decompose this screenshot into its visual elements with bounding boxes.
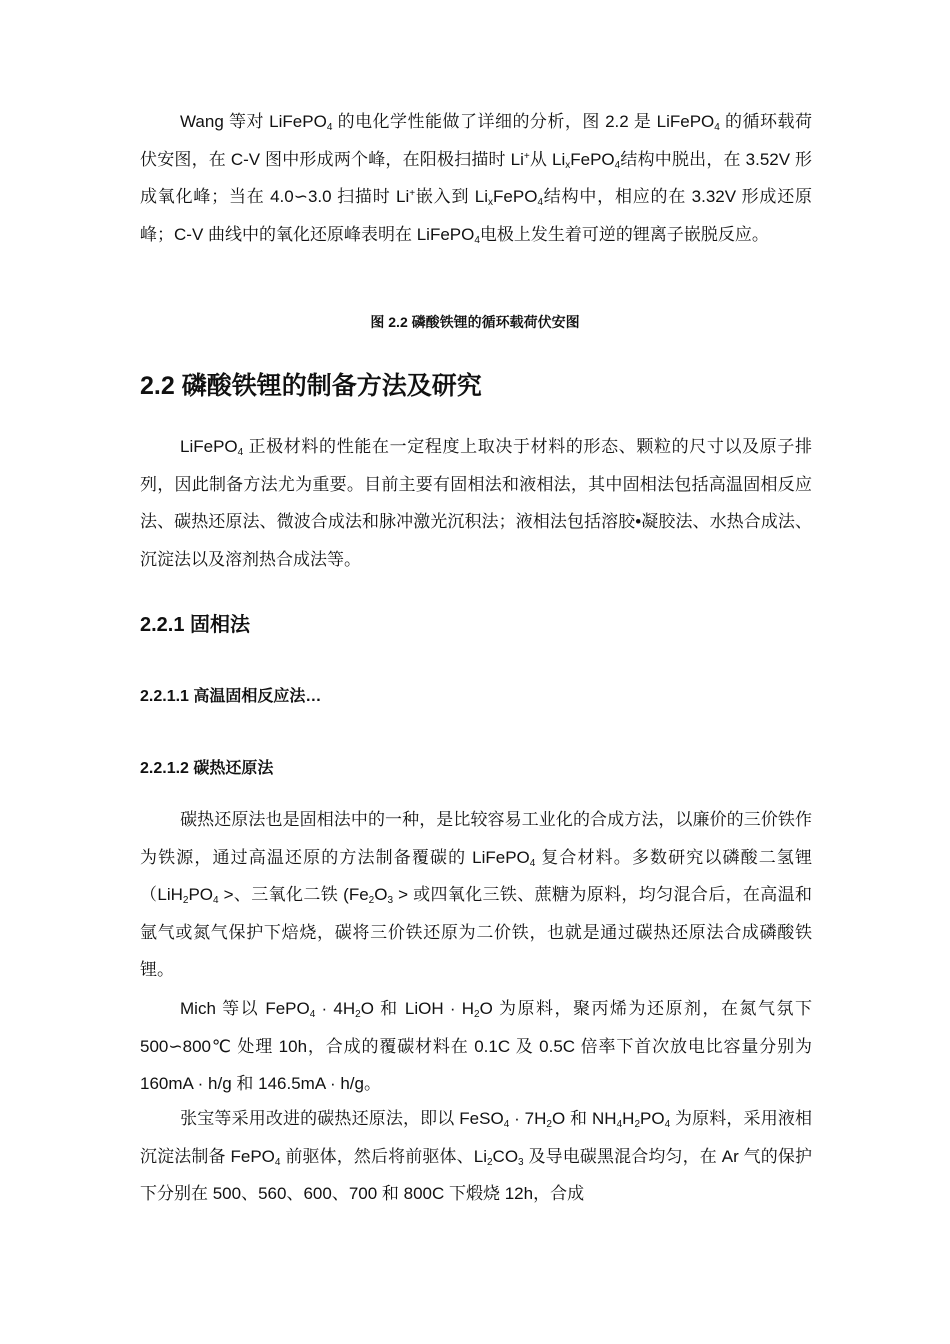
paragraph-zhangbao: 张宝等采用改进的碳热还原法，即以 FeSO$_4$ · $7H_2O$ 和 $NH_4H_2PO_4$ 为原料，采用液相沉淀法制备 FePO$_4$ 前驱体，然后将前驱体、$Li_2CO_3$ 及导电碳黑混合均匀，在 Ar 气的保护下分别在 500、560、600、700 和 800C 下煅烧 12h，合成: [140, 1109, 812, 1204]
section-heading: 2.2 磷酸铁锂的制备方法及研究: [140, 372, 482, 400]
subsubsection-heading-carbothermal: 2.2.1.2 碳热还原法: [140, 760, 274, 777]
figure-caption: 图 2.2 磷酸铁锂的循环载荷伏安图: [370, 314, 580, 330]
subsubsection-heading-high-temp: 2.2.1.1 高温固相反应法…: [140, 688, 322, 705]
subsection-heading: 2.2.1 固相法: [140, 614, 251, 636]
paragraph-mich: Mich 等以 FePO$_4$ · $4H_2O$ 和 LiOH · $H_2O$ 为原料，聚丙烯为还原剂，在氮气氛下 500∽800℃ 处理 10h，合成的覆碳材料在 0.1C 及 0.5C 倍率下首次放电比容量分别为 160mA · h/g 和 146.5mA · h/g。: [140, 999, 812, 1094]
paragraph-carbothermal: 碳热还原法也是固相法中的一种，是比较容易工业化的合成方法，以廉价的三价铁作为铁源，通过高温还原的方法制备覆碳的 LiFePO$_4$ 复合材料。多数研究以磷酸二氢锂（$LiH_2PO_4$ >、三氧化二铁 ($Fe_2O_3$ > 或四氧化三铁、蔗糖为原料，均匀混合后，在高温和氩气或氮气保护下焙烧，碳将三价铁还原为二价铁，也就是通过碳热还原法合成磷酸铁锂。: [140, 810, 813, 980]
paragraph-preparation-methods: LiFePO$_4$ 正极材料的性能在一定程度上取决于材料的形态、颗粒的尺寸以及原子排列，因此制备方法尤为重要。目前主要有固相法和液相法，其中固相法包括高温固相反应法、碳热还原法、微波合成法和脉冲激光沉积法；液相法包括溶胶•凝胶法、水热合成法、沉淀法以及溶剂热合成法等。: [140, 437, 812, 569]
paragraph-lifepo4-cv: Wang 等对 LiFePO$_4$ 的电化学性能做了详细的分析，图 2.2 是 LiFePO$_4$ 的循环载荷伏安图，在 C-V 图中形成两个峰，在阳极扫描时 Li+从 $Li_xFePO_4$结构中脱出，在 3.52V 形成氧化峰；当在 4.0∽3.0 扫描时 Li+嵌入到 $Li_xFePO_4$结构中，相应的在 3.32V 形成还原峰；C-V 曲线中的氧化还原峰表明在 LiFePO$_4$电极上发生着可逆的锂离子嵌脱反应。: [140, 112, 812, 246]
